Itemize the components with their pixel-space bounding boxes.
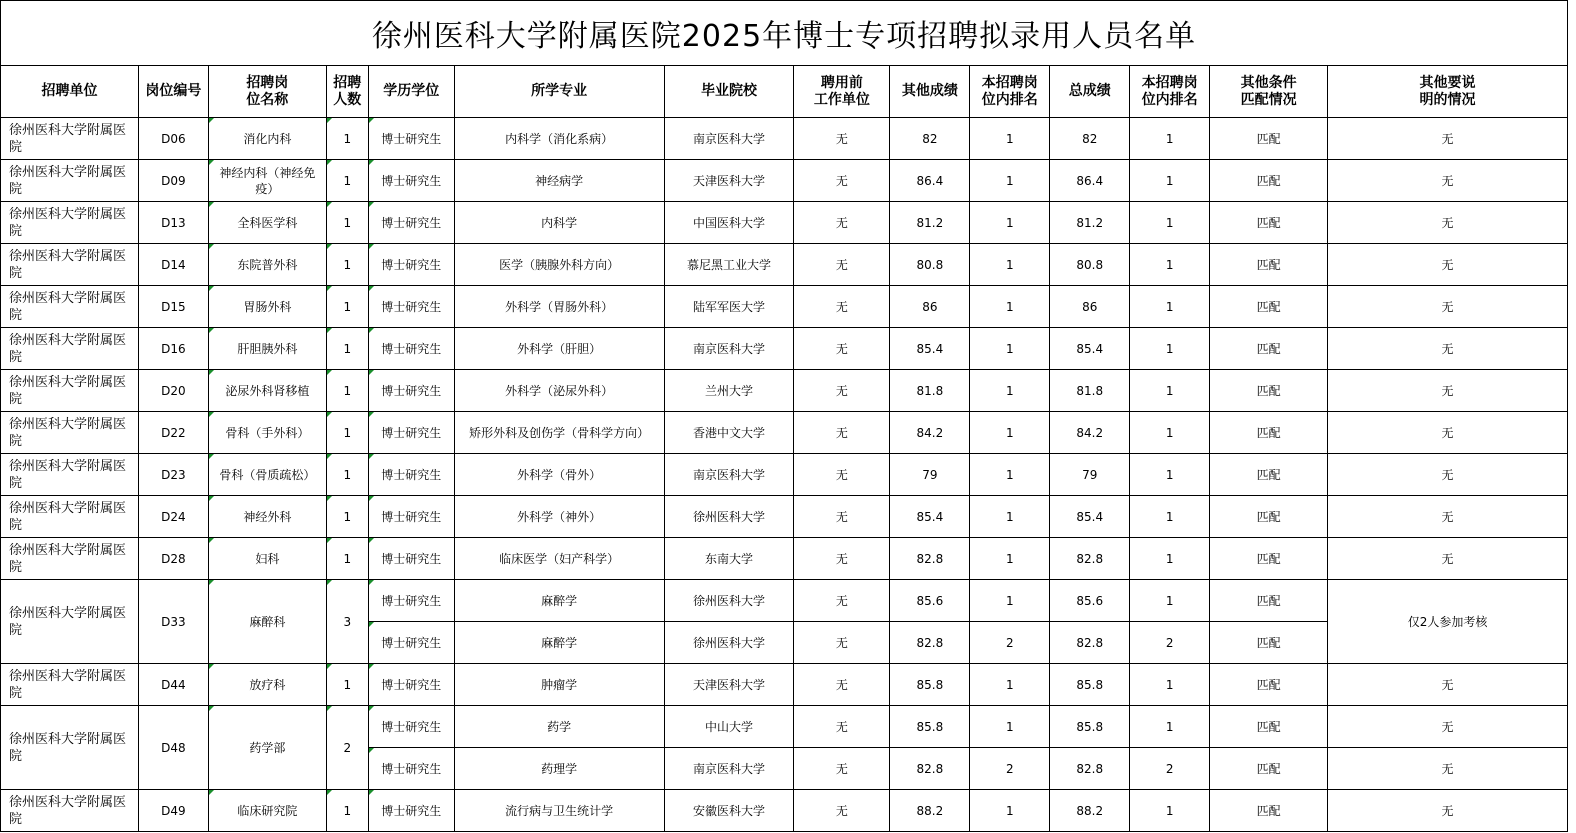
cell-prev-employer: 无 — [794, 160, 890, 202]
cell-rank-total: 1 — [1130, 328, 1210, 370]
cell-count: 1 — [326, 370, 368, 412]
cell-major: 麻醉学 — [454, 580, 664, 622]
cell-rank-total: 1 — [1130, 580, 1210, 622]
cell-degree: 博士研究生 — [368, 580, 454, 622]
cell-major: 外科学（胃肠外科） — [454, 286, 664, 328]
cell-total-score: 85.8 — [1050, 664, 1130, 706]
cell-other-score: 79 — [890, 454, 970, 496]
cell-match: 匹配 — [1210, 370, 1328, 412]
cell-prev-employer: 无 — [794, 328, 890, 370]
cell-other-score: 82.8 — [890, 538, 970, 580]
cell-total-score: 82.8 — [1050, 538, 1130, 580]
cell-count: 3 — [326, 580, 368, 664]
cell-school: 南京医科大学 — [664, 748, 794, 790]
header-prev-employer: 聘用前 工作单位 — [794, 66, 890, 118]
cell-prev-employer: 无 — [794, 790, 890, 832]
cell-degree: 博士研究生 — [368, 538, 454, 580]
table-row — [1, 454, 1568, 496]
cell-match: 匹配 — [1210, 538, 1328, 580]
cell-count: 1 — [326, 496, 368, 538]
cell-degree: 博士研究生 — [368, 118, 454, 160]
cell-prev-employer: 无 — [794, 370, 890, 412]
cell-other-score: 84.2 — [890, 412, 970, 454]
table-row — [1, 202, 1568, 244]
cell-count: 1 — [326, 244, 368, 286]
table-row — [1, 118, 1568, 160]
cell-note: 无 — [1328, 370, 1568, 412]
cell-match: 匹配 — [1210, 328, 1328, 370]
cell-post-name: 全科医学科 — [208, 202, 326, 244]
cell-unit: 徐州医科大学附属医院 — [1, 244, 139, 286]
cell-unit: 徐州医科大学附属医院 — [1, 706, 139, 790]
header-row — [1, 66, 1568, 118]
cell-post-code: D49 — [138, 790, 208, 832]
cell-total-score: 79 — [1050, 454, 1130, 496]
cell-rank-other: 1 — [970, 118, 1050, 160]
cell-post-code: D20 — [138, 370, 208, 412]
cell-count: 1 — [326, 328, 368, 370]
cell-degree: 博士研究生 — [368, 790, 454, 832]
cell-count: 1 — [326, 286, 368, 328]
table-row — [1, 160, 1568, 202]
cell-prev-employer: 无 — [794, 118, 890, 160]
cell-rank-total: 1 — [1130, 706, 1210, 748]
cell-degree: 博士研究生 — [368, 160, 454, 202]
cell-note: 无 — [1328, 664, 1568, 706]
table-row — [1, 412, 1568, 454]
cell-rank-total: 2 — [1130, 622, 1210, 664]
cell-prev-employer: 无 — [794, 286, 890, 328]
header-other-score: 其他成绩 — [890, 66, 970, 118]
cell-prev-employer: 无 — [794, 454, 890, 496]
cell-unit: 徐州医科大学附属医院 — [1, 202, 139, 244]
cell-rank-other: 1 — [970, 244, 1050, 286]
header-count: 招聘 人数 — [326, 66, 368, 118]
cell-post-name: 泌尿外科肾移植 — [208, 370, 326, 412]
cell-prev-employer: 无 — [794, 706, 890, 748]
cell-other-score: 86.4 — [890, 160, 970, 202]
cell-school: 东南大学 — [664, 538, 794, 580]
cell-post-code: D09 — [138, 160, 208, 202]
cell-prev-employer: 无 — [794, 538, 890, 580]
cell-major: 内科学（消化系病） — [454, 118, 664, 160]
cell-count: 1 — [326, 160, 368, 202]
cell-major: 医学（胰腺外科方向） — [454, 244, 664, 286]
cell-degree: 博士研究生 — [368, 748, 454, 790]
cell-degree: 博士研究生 — [368, 622, 454, 664]
cell-rank-other: 1 — [970, 706, 1050, 748]
cell-school: 慕尼黑工业大学 — [664, 244, 794, 286]
cell-post-code: D22 — [138, 412, 208, 454]
header-note: 其他要说 明的情况 — [1328, 66, 1568, 118]
cell-post-name: 骨科（手外科） — [208, 412, 326, 454]
cell-school: 南京医科大学 — [664, 328, 794, 370]
cell-degree: 博士研究生 — [368, 202, 454, 244]
cell-rank-total: 1 — [1130, 412, 1210, 454]
table-row — [1, 790, 1568, 832]
cell-note: 无 — [1328, 412, 1568, 454]
cell-match: 匹配 — [1210, 202, 1328, 244]
cell-total-score: 84.2 — [1050, 412, 1130, 454]
cell-post-code: D13 — [138, 202, 208, 244]
cell-note: 无 — [1328, 538, 1568, 580]
cell-post-name: 药学部 — [208, 706, 326, 790]
cell-unit: 徐州医科大学附属医院 — [1, 664, 139, 706]
cell-note: 无 — [1328, 286, 1568, 328]
table-row — [1, 370, 1568, 412]
cell-post-code: D06 — [138, 118, 208, 160]
cell-note: 无 — [1328, 118, 1568, 160]
cell-major: 外科学（泌尿外科） — [454, 370, 664, 412]
cell-post-code: D16 — [138, 328, 208, 370]
cell-other-score: 86 — [890, 286, 970, 328]
cell-degree: 博士研究生 — [368, 664, 454, 706]
cell-count: 2 — [326, 706, 368, 790]
cell-school: 天津医科大学 — [664, 160, 794, 202]
cell-rank-total: 1 — [1130, 664, 1210, 706]
cell-total-score: 85.8 — [1050, 706, 1130, 748]
cell-match: 匹配 — [1210, 244, 1328, 286]
cell-unit: 徐州医科大学附属医院 — [1, 370, 139, 412]
cell-post-code: D24 — [138, 496, 208, 538]
header-unit: 招聘单位 — [1, 66, 139, 118]
cell-prev-employer: 无 — [794, 664, 890, 706]
cell-rank-total: 1 — [1130, 790, 1210, 832]
cell-rank-other: 1 — [970, 496, 1050, 538]
cell-match: 匹配 — [1210, 790, 1328, 832]
cell-other-score: 88.2 — [890, 790, 970, 832]
cell-other-score: 85.8 — [890, 706, 970, 748]
cell-school: 徐州医科大学 — [664, 580, 794, 622]
recruitment-table — [0, 65, 1568, 832]
table-body — [1, 118, 1568, 832]
cell-note: 无 — [1328, 160, 1568, 202]
cell-match: 匹配 — [1210, 286, 1328, 328]
header-post-name: 招聘岗 位名称 — [208, 66, 326, 118]
cell-prev-employer: 无 — [794, 496, 890, 538]
cell-major: 矫形外科及创伤学（骨科学方向） — [454, 412, 664, 454]
cell-school: 徐州医科大学 — [664, 496, 794, 538]
header-major: 所学专业 — [454, 66, 664, 118]
cell-rank-other: 2 — [970, 748, 1050, 790]
cell-rank-other: 1 — [970, 538, 1050, 580]
cell-school: 徐州医科大学 — [664, 622, 794, 664]
cell-school: 南京医科大学 — [664, 454, 794, 496]
cell-note: 无 — [1328, 454, 1568, 496]
cell-unit: 徐州医科大学附属医院 — [1, 160, 139, 202]
cell-total-score: 85.4 — [1050, 496, 1130, 538]
cell-rank-total: 1 — [1130, 160, 1210, 202]
header-degree: 学历学位 — [368, 66, 454, 118]
cell-post-code: D48 — [138, 706, 208, 790]
cell-major: 内科学 — [454, 202, 664, 244]
cell-post-name: 肝胆胰外科 — [208, 328, 326, 370]
cell-count: 1 — [326, 412, 368, 454]
cell-post-name: 东院普外科 — [208, 244, 326, 286]
cell-count: 1 — [326, 118, 368, 160]
cell-unit: 徐州医科大学附属医院 — [1, 790, 139, 832]
cell-unit: 徐州医科大学附属医院 — [1, 538, 139, 580]
cell-rank-total: 1 — [1130, 118, 1210, 160]
cell-rank-other: 1 — [970, 664, 1050, 706]
cell-match: 匹配 — [1210, 160, 1328, 202]
cell-major: 外科学（肝胆） — [454, 328, 664, 370]
cell-degree: 博士研究生 — [368, 412, 454, 454]
cell-other-score: 82.8 — [890, 748, 970, 790]
cell-post-code: D28 — [138, 538, 208, 580]
table-row — [1, 328, 1568, 370]
cell-post-name: 神经内科（神经免疫） — [208, 160, 326, 202]
table-row — [1, 664, 1568, 706]
cell-post-name: 临床研究院 — [208, 790, 326, 832]
cell-post-name: 骨科（骨质疏松） — [208, 454, 326, 496]
cell-rank-other: 1 — [970, 328, 1050, 370]
cell-unit: 徐州医科大学附属医院 — [1, 496, 139, 538]
cell-rank-other: 1 — [970, 790, 1050, 832]
cell-degree: 博士研究生 — [368, 244, 454, 286]
header-school: 毕业院校 — [664, 66, 794, 118]
cell-unit: 徐州医科大学附属医院 — [1, 412, 139, 454]
cell-note: 无 — [1328, 790, 1568, 832]
cell-post-name: 胃肠外科 — [208, 286, 326, 328]
cell-school: 兰州大学 — [664, 370, 794, 412]
page-title: 徐州医科大学附属医院2025年博士专项招聘拟录用人员名单 — [0, 0, 1568, 65]
table-row — [1, 496, 1568, 538]
cell-degree: 博士研究生 — [368, 706, 454, 748]
cell-count: 1 — [326, 538, 368, 580]
cell-prev-employer: 无 — [794, 412, 890, 454]
table-row — [1, 706, 1568, 748]
cell-post-code: D33 — [138, 580, 208, 664]
table-row — [1, 538, 1568, 580]
cell-rank-other: 1 — [970, 160, 1050, 202]
cell-note: 无 — [1328, 706, 1568, 748]
cell-match: 匹配 — [1210, 706, 1328, 748]
cell-unit: 徐州医科大学附属医院 — [1, 286, 139, 328]
cell-major: 麻醉学 — [454, 622, 664, 664]
cell-major: 临床医学（妇产科学） — [454, 538, 664, 580]
cell-major: 药理学 — [454, 748, 664, 790]
cell-total-score: 85.4 — [1050, 328, 1130, 370]
cell-total-score: 82.8 — [1050, 748, 1130, 790]
cell-count: 1 — [326, 454, 368, 496]
cell-note: 无 — [1328, 328, 1568, 370]
cell-school: 天津医科大学 — [664, 664, 794, 706]
cell-school: 中山大学 — [664, 706, 794, 748]
cell-prev-employer: 无 — [794, 244, 890, 286]
cell-other-score: 80.8 — [890, 244, 970, 286]
cell-count: 1 — [326, 202, 368, 244]
cell-degree: 博士研究生 — [368, 496, 454, 538]
cell-match: 匹配 — [1210, 748, 1328, 790]
cell-rank-total: 1 — [1130, 538, 1210, 580]
cell-major: 肿瘤学 — [454, 664, 664, 706]
cell-rank-other: 1 — [970, 370, 1050, 412]
cell-match: 匹配 — [1210, 622, 1328, 664]
cell-rank-total: 1 — [1130, 370, 1210, 412]
cell-other-score: 81.2 — [890, 202, 970, 244]
cell-rank-other: 1 — [970, 286, 1050, 328]
cell-unit: 徐州医科大学附属医院 — [1, 328, 139, 370]
cell-rank-total: 1 — [1130, 244, 1210, 286]
table-row — [1, 286, 1568, 328]
cell-count: 1 — [326, 790, 368, 832]
cell-other-score: 85.4 — [890, 328, 970, 370]
cell-total-score: 82.8 — [1050, 622, 1130, 664]
cell-total-score: 80.8 — [1050, 244, 1130, 286]
cell-note: 无 — [1328, 244, 1568, 286]
cell-total-score: 81.2 — [1050, 202, 1130, 244]
cell-degree: 博士研究生 — [368, 370, 454, 412]
cell-prev-employer: 无 — [794, 580, 890, 622]
header-total-score: 总成绩 — [1050, 66, 1130, 118]
cell-degree: 博士研究生 — [368, 328, 454, 370]
cell-post-code: D23 — [138, 454, 208, 496]
cell-rank-other: 1 — [970, 454, 1050, 496]
cell-school: 安徽医科大学 — [664, 790, 794, 832]
cell-rank-total: 1 — [1130, 202, 1210, 244]
header-match: 其他条件 匹配情况 — [1210, 66, 1328, 118]
cell-total-score: 88.2 — [1050, 790, 1130, 832]
cell-post-code: D44 — [138, 664, 208, 706]
cell-total-score: 82 — [1050, 118, 1130, 160]
cell-school: 中国医科大学 — [664, 202, 794, 244]
cell-prev-employer: 无 — [794, 202, 890, 244]
cell-rank-other: 1 — [970, 580, 1050, 622]
cell-unit: 徐州医科大学附属医院 — [1, 118, 139, 160]
cell-other-score: 82.8 — [890, 622, 970, 664]
cell-school: 南京医科大学 — [664, 118, 794, 160]
cell-note: 仅2人参加考核 — [1328, 580, 1568, 664]
cell-rank-total: 1 — [1130, 454, 1210, 496]
cell-post-name: 妇科 — [208, 538, 326, 580]
table-row — [1, 244, 1568, 286]
cell-note: 无 — [1328, 496, 1568, 538]
cell-unit: 徐州医科大学附属医院 — [1, 454, 139, 496]
cell-post-name: 放疗科 — [208, 664, 326, 706]
cell-match: 匹配 — [1210, 580, 1328, 622]
cell-post-code: D15 — [138, 286, 208, 328]
cell-total-score: 81.8 — [1050, 370, 1130, 412]
cell-post-name: 神经外科 — [208, 496, 326, 538]
cell-major: 外科学（骨外） — [454, 454, 664, 496]
table-row — [1, 580, 1568, 622]
header-rank-other: 本招聘岗 位内排名 — [970, 66, 1050, 118]
cell-rank-other: 1 — [970, 412, 1050, 454]
cell-other-score: 81.8 — [890, 370, 970, 412]
cell-count: 1 — [326, 664, 368, 706]
cell-note: 无 — [1328, 202, 1568, 244]
cell-note: 无 — [1328, 748, 1568, 790]
cell-other-score: 82 — [890, 118, 970, 160]
cell-match: 匹配 — [1210, 664, 1328, 706]
cell-other-score: 85.4 — [890, 496, 970, 538]
cell-major: 神经病学 — [454, 160, 664, 202]
cell-rank-total: 1 — [1130, 496, 1210, 538]
cell-major: 流行病与卫生统计学 — [454, 790, 664, 832]
header-rank-total: 本招聘岗 位内排名 — [1130, 66, 1210, 118]
cell-match: 匹配 — [1210, 454, 1328, 496]
cell-match: 匹配 — [1210, 412, 1328, 454]
cell-rank-other: 1 — [970, 202, 1050, 244]
cell-school: 陆军军医大学 — [664, 286, 794, 328]
cell-other-score: 85.8 — [890, 664, 970, 706]
cell-rank-total: 1 — [1130, 286, 1210, 328]
cell-other-score: 85.6 — [890, 580, 970, 622]
cell-unit: 徐州医科大学附属医院 — [1, 580, 139, 664]
cell-prev-employer: 无 — [794, 748, 890, 790]
cell-degree: 博士研究生 — [368, 286, 454, 328]
cell-post-code: D14 — [138, 244, 208, 286]
cell-school: 香港中文大学 — [664, 412, 794, 454]
cell-post-name: 麻醉科 — [208, 580, 326, 664]
cell-major: 外科学（神外） — [454, 496, 664, 538]
header-post-code: 岗位编号 — [138, 66, 208, 118]
cell-rank-total: 2 — [1130, 748, 1210, 790]
cell-rank-other: 2 — [970, 622, 1050, 664]
cell-major: 药学 — [454, 706, 664, 748]
cell-total-score: 85.6 — [1050, 580, 1130, 622]
cell-degree: 博士研究生 — [368, 454, 454, 496]
cell-match: 匹配 — [1210, 496, 1328, 538]
cell-total-score: 86 — [1050, 286, 1130, 328]
cell-prev-employer: 无 — [794, 622, 890, 664]
cell-match: 匹配 — [1210, 118, 1328, 160]
cell-total-score: 86.4 — [1050, 160, 1130, 202]
cell-post-name: 消化内科 — [208, 118, 326, 160]
